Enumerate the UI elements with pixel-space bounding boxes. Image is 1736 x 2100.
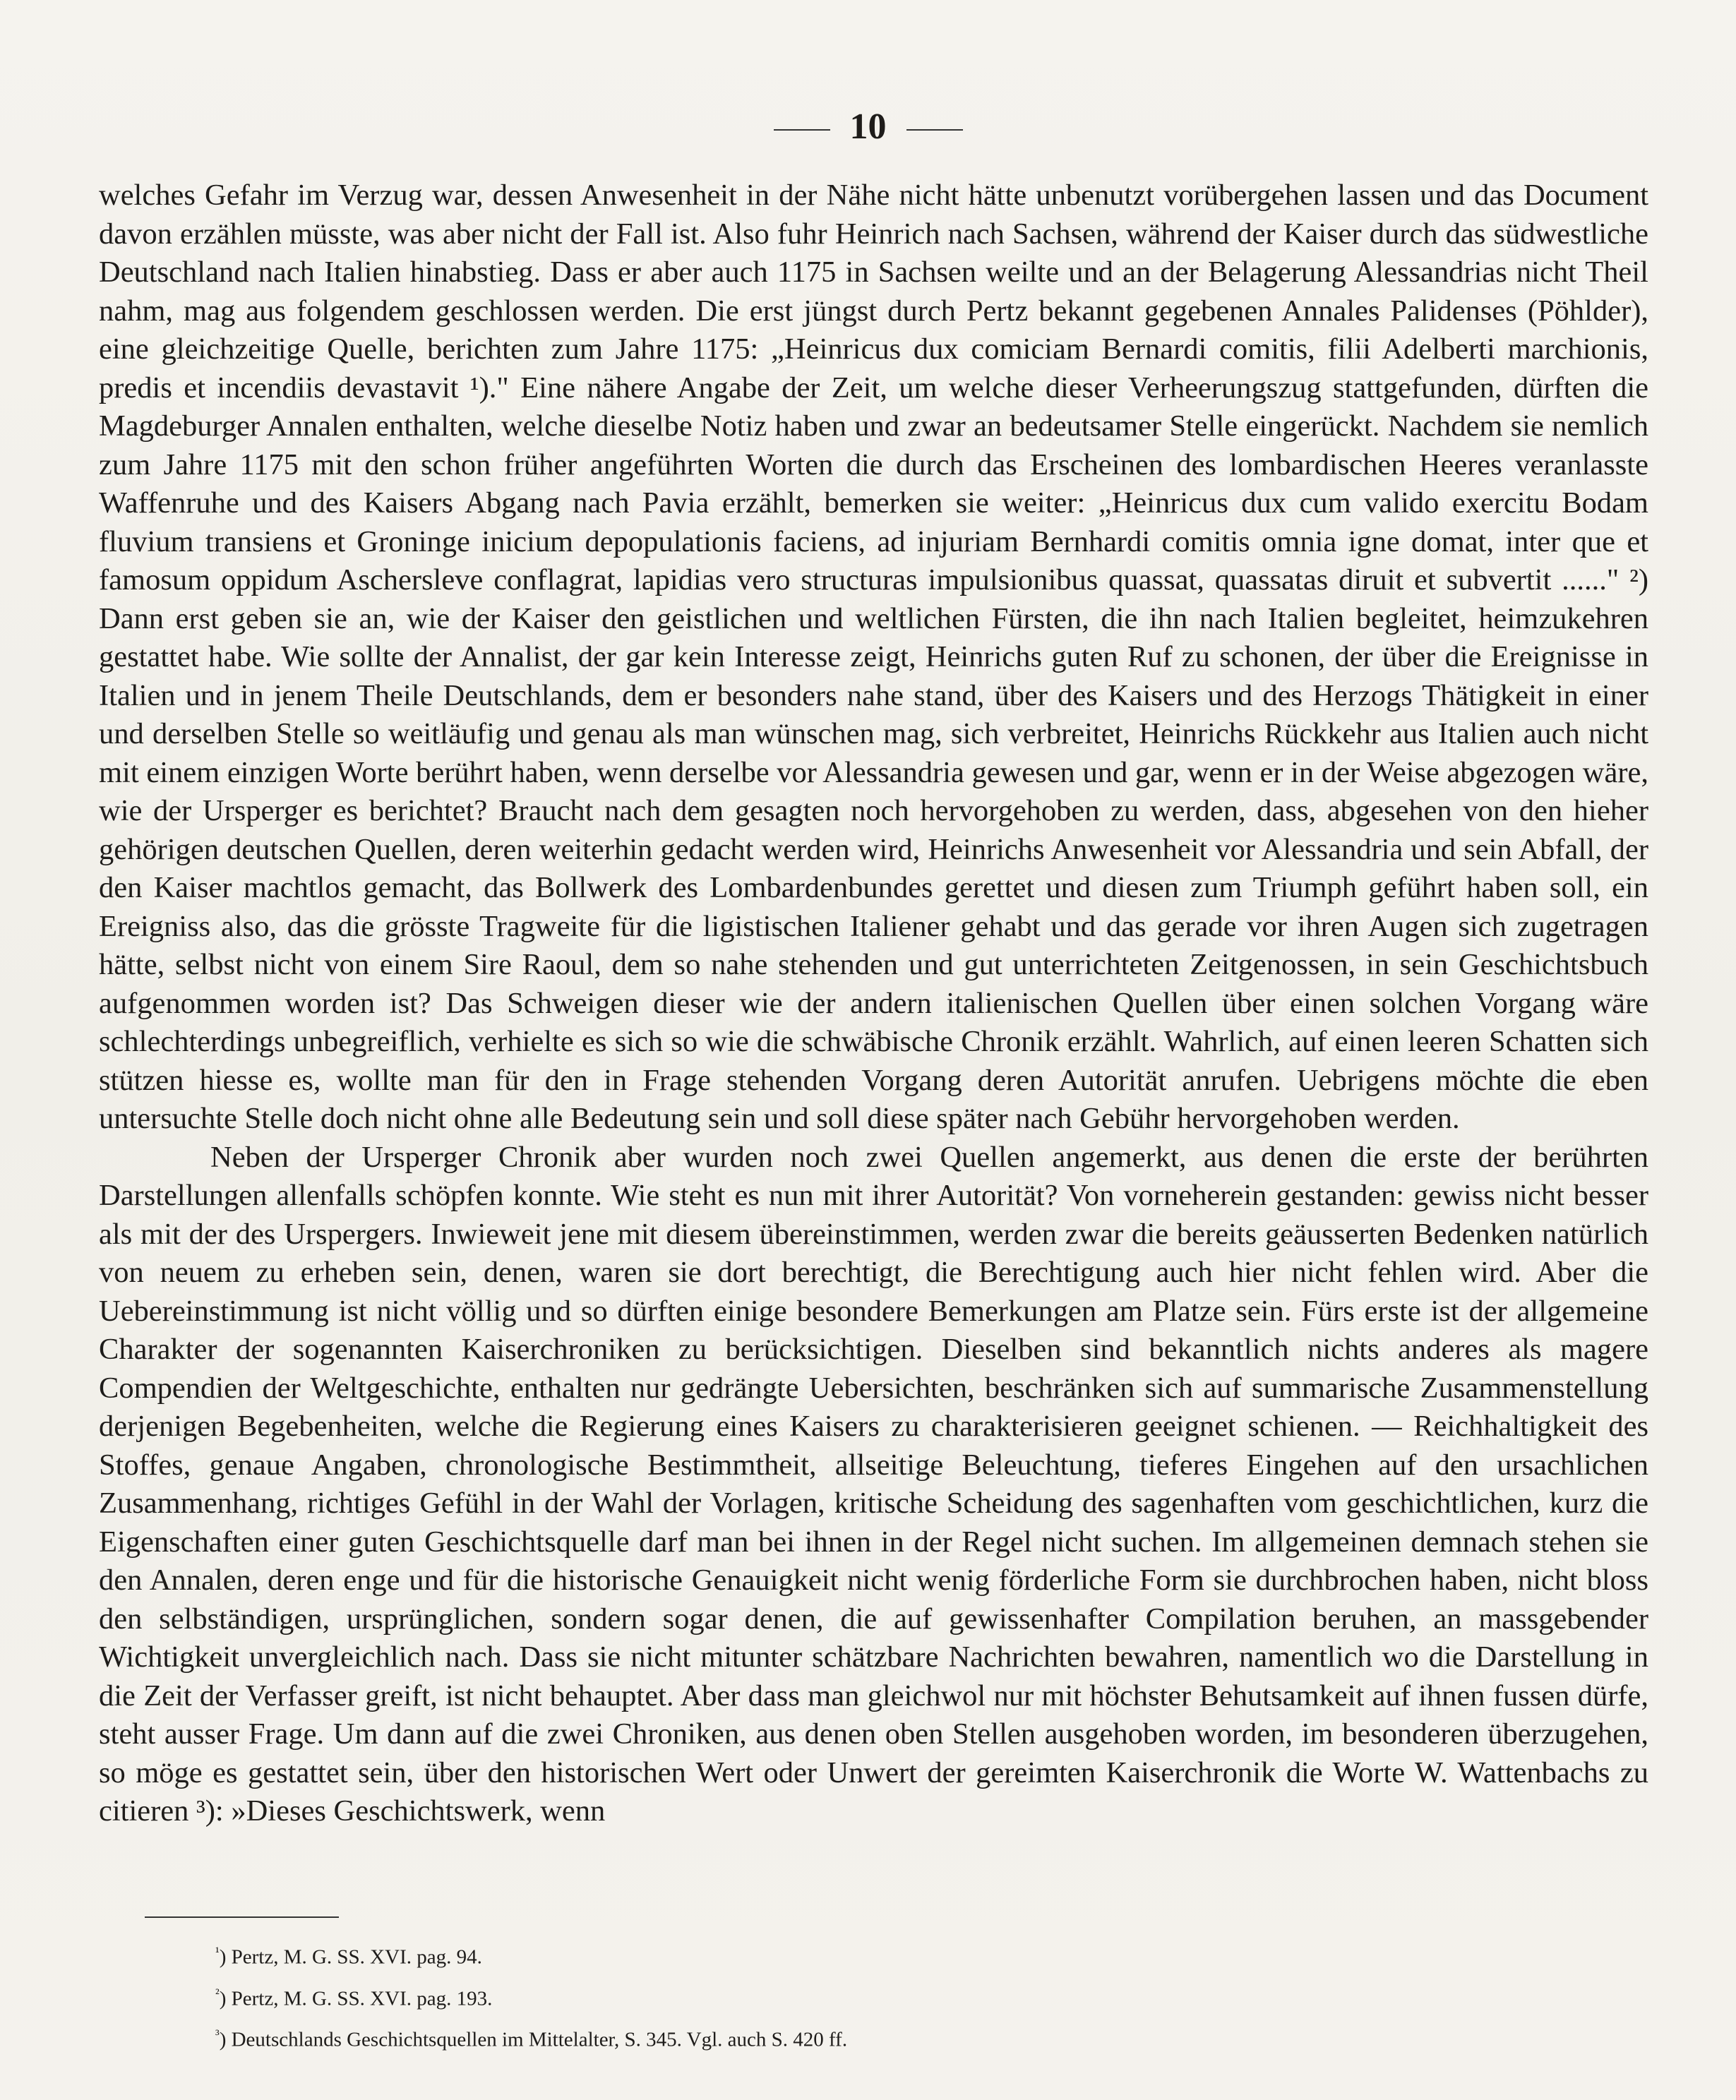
footnote-text: ) Pertz, M. G. SS. XVI. pag. 94. bbox=[219, 1945, 482, 1969]
footnote-mark: ³ bbox=[215, 2027, 220, 2043]
footnote-3 bbox=[215, 2017, 1557, 2058]
paragraph-1: welches Gefahr im Verzug war, dessen Anwesenheit in der Nähe nicht hätte unbenutzt vorübergehen lassen und das Document davon erzählen müsste, was aber nicht der Fall ist. Also fuhr Heinrich nach Sachsen, während der Kaiser durch das südwestliche Deutschland nach Italien hinabstieg. Dass er aber auch 1175 in Sachsen weilte und an der Belagerung Alessandrias nicht Theil nahm, mag aus folgendem geschlossen werden. Die erst jüngst durch Pertz bekannt gegebenen Annales Palidenses (Pöhlder), eine gleichzeitige Quelle, berichten zum Jahre 1175: „Heinricus dux comiciam Bernardi comitis, filii Adelberti marchionis, predis et incendiis devastavit ¹)." Eine nähere Angabe der Zeit, um welche dieser Verheerungszug stattgefunden, dürften die Magdeburger Annalen enthalten, welche dieselbe Notiz haben und zwar an bedeutsamer Stelle eingerückt. Nachdem sie nemlich zum Jahre 1175 mit den schon früher angeführten Worten die durch das Erscheinen des lombardischen Heeres veranlasste Waffenruhe und des Kaisers Abgang nach Pavia erzählt, bemerken sie weiter: „Heinricus dux cum valido exercitu Bodam fluvium transiens et Groninge inicium depopulationis faciens, ad injuriam Bernhardi comitis omnia igne domat, inter que et famosum oppidum Aschersleve conflagrat, lapidias vero structuras impulsionibus quassat, quassatas diruit et subvertit ......" ²) Dann erst geben sie an, wie der Kaiser den geistlichen und weltlichen Fürsten, die ihn nach Italien begleitet, heimzukehren gestattet habe. Wie sollte der Annalist, der gar kein Interesse zeigt, Heinrichs guten Ruf zu schonen, der über die Ereignisse in Italien und in jenem Theile Deutschlands, dem er besonders nahe stand, über des Kaisers und des Herzogs Thätigkeit in einer und derselben Stelle so weitläufig und genau als man wünschen mag, sich verbreitet, Heinrichs Rückkehr aus Italien auch nicht mit einem einzigen Worte berührt haben, wenn derselbe vor Alessandria gewesen und gar, wenn er in der Weise abgezogen wäre, wie der Ursperger es berichtet? Braucht nach dem gesagten noch hervorgehoben zu werden, dass, abgesehen von den hieher gehörigen deutschen Quellen, deren weiterhin gedacht werden wird, Heinrichs Anwesenheit vor Alessandria und sein Abfall, der den Kaiser machtlos gemacht, das Bollwerk des Lombardenbundes gerettet und diesen zum Triumph geführt haben soll, ein Ereigniss also, das die grösste Tragweite für die ligistischen Italiener gehabt und das gerade vor ihren Augen sich zugetragen hätte, selbst nicht von einem Sire Raoul, dem so nahe stehenden und gut unterrichteten Zeitgenossen, in sein Geschichtsbuch aufgenommen worden ist? Das Schweigen dieser wie der andern italienischen Quellen über einen solchen Vorgang wäre schlechterdings unbegreiflich, verhielte es sich so wie die schwäbische Chronik erzählt. Wahrlich, auf einen leeren Schatten sich stützen hiesse es, wollte man für den in Frage stehenden Vorgang deren Autorität anrufen. Uebrigens möchte die eben untersuchte Stelle doch nicht ohne alle Bedeutung sein und soll diese später nach Gebühr hervorgehoben werden. bbox=[99, 179, 1648, 1135]
footnotes bbox=[215, 1934, 1557, 2058]
footnote-text: ) Pertz, M. G. SS. XVI. pag. 193. bbox=[219, 1987, 493, 2010]
footnote-mark: ² bbox=[215, 1986, 220, 2001]
footnote-2 bbox=[215, 1976, 1557, 2017]
footnote-mark: ¹ bbox=[215, 1945, 220, 1960]
header-dash-left bbox=[774, 129, 830, 131]
footnote-1 bbox=[215, 1934, 1557, 1976]
page-number: 10 bbox=[849, 107, 887, 147]
paragraph-2: Neben der Ursperger Chronik aber wurden noch zwei Quellen angemerkt, aus denen die erste der berührten Darstellungen allenfalls schöpfen konnte. Wie steht es nun mit ihrer Autorität? Von vorneherein gestanden: gewiss nicht besser als mit der des Urspergers. Inwieweit jene mit diesem übereinstimmen, werden zwar die bereits geäusserten Bedenken natürlich von neuem zu erheben sein, denen, waren sie dort berechtigt, die Berechtigung auch hier nicht fehlen wird. Aber die Uebereinstimmung ist nicht völlig und so dürften einige besondere Bemerkungen am Platze sein. Fürs erste ist der allgemeine Charakter der sogenannten Kaiserchroniken zu berücksichtigen. Dieselben sind bekanntlich nichts anderes als magere Compendien der Weltgeschichte, enthalten nur gedrängte Uebersichten, beschränken sich auf summarische Zusammenstellung derjenigen Begebenheiten, welche die Regierung eines Kaisers zu charakterisieren geeignet schienen. — Reichhaltigkeit des Stoffes, genaue Angaben, chronologische Bestimmtheit, allseitige Beleuchtung, tieferes Eingehen auf den ursachlichen Zusammenhang, richtiges Gefühl in der Wahl der Vorlagen, kritische Scheidung des sagenhaften vom geschichtlichen, kurz die Eigenschaften einer guten Geschichtsquelle darf man bei ihnen in der Regel nicht suchen. Im allgemeinen demnach stehen sie den Annalen, deren enge und für die historische Genauigkeit nicht wenig förderliche Form sie durchbrochen haben, nicht bloss den selbständigen, ursprünglichen, sondern sogar denen, die auf gewissenhafter Compilation beruhen, an massgebender Wichtigkeit unvergleichlich nach. Dass sie nicht mitunter schätzbare Nachrichten bewahren, namentlich wo die Darstellung in die Zeit der Verfasser greift, ist nicht behauptet. Aber dass man gleichwol nur mit höchster Behutsamkeit auf ihnen fussen dürfe, steht ausser Frage. Um dann auf die zwei Chroniken, aus denen oben Stellen ausgehoben worden, im besonderen überzugehen, so möge es gestattet sein, über den historischen Wert oder Unwert der gereimten Kaiserchronik die Worte W. Wattenbachs zu citieren ³): »Dieses Geschichtswerk, wenn bbox=[99, 1140, 1648, 1828]
body-text bbox=[99, 176, 1648, 1831]
footnote-rule bbox=[145, 1916, 339, 1918]
page-header bbox=[0, 106, 1736, 148]
header-dash-right bbox=[906, 129, 963, 131]
footnote-text: ) Deutschlands Geschichtsquellen im Mittelalter, S. 345. Vgl. auch S. 420 ff. bbox=[219, 2028, 848, 2051]
